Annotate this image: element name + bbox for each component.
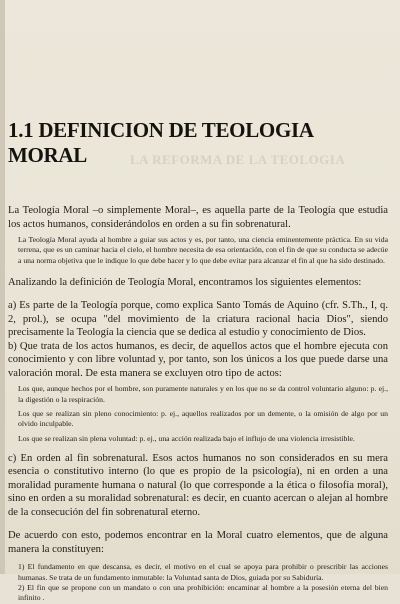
- element-item-2: 2) El fin que se propone con un mandato o con una prohibición: encaminar al hombre a la posesión eterna del bien infinito .: [18, 582, 388, 603]
- element-item-1: 1) El fundamento en que descansa, es decir, el motivo en el cual se apoya para prohibir o prescribir las acciones humanas. Se trata de un fundamento inmutable: la Voluntad santa de Dios, guiada por su Sabiduría.: [18, 562, 388, 582]
- elements-intro-paragraph: De acuerdo con esto, podemos encontrar en la Moral cuatro elementos, que de alguna manera la constituyen:: [8, 530, 388, 555]
- section-number: 1.1: [8, 118, 34, 142]
- point-a-paragraph: a) Es parte de la Teología porque, como explica Santo Tomás de Aquino (cfr. S.Th., I, q. 2, prol.), se ocupa "del movimiento de la criatura racional hacia Dios", siendo precisamente la Teología la ciencia que se dedica al estudio y conocimiento de Dios.: [8, 300, 388, 339]
- section-heading: [8, 118, 388, 168]
- intro-note: La Teología Moral ayuda al hombre a guiar sus actos y es, por tanto, una ciencia eminentemente práctica. En su vida terrena, que es un caminar hacia el cielo, el hombre necesita de esa orientación, con el fin de que su conducta se adecúe a una norma objetiva que le indique lo que debe hacer y lo que debe evitar para alcanzar el fin al que ha sido destinado.: [18, 235, 388, 265]
- page-edge-shadow: [0, 0, 5, 574]
- analysis-paragraph: Analizando la definición de Teología Moral, encontramos los siguientes elementos:: [8, 276, 362, 288]
- bleed-through-text: LA REFORMA DE LA TEOLOGIA: [130, 152, 346, 167]
- page-content: [8, 118, 388, 604]
- intro-paragraph: La Teología Moral –o simplemente Moral–, es aquella parte de la Teología que estudia los actos humanos, considerándolos en orden a su fin sobrenatural.: [8, 205, 388, 230]
- section-title: DEFINICION DE TEOLOGIA MORAL: [8, 118, 313, 167]
- excluded-act-3: Los que se realizan sin plena voluntad: p. ej., una acción realizada bajo el influjo de una violencia irresistible.: [18, 433, 355, 443]
- excluded-act-1: Los que, aunque hechos por el hombre, son puramente naturales y en los que no se da control voluntario alguno: p. ej., la digestión o la respiración.: [18, 384, 388, 404]
- point-c-paragraph: c) En orden al fin sobrenatural. Esos actos humanos no son considerados en su mera esencia o constitutivo interno (lo que es propio de la psicología), ni en orden a una moralidad puramente humana o natural (lo que corresponde a la ética o filosofía moral), sino en orden a su moralidad sobrenatural: es decir, en cuanto acercan o alejan al hombre de la consecución del fin sobrenatural eterno.: [8, 452, 388, 518]
- elements-list: [8, 562, 388, 603]
- point-b-paragraph: b) Que trata de los actos humanos, es decir, de aquellos actos que el hombre ejecuta con conocimiento y con libre voluntad y, por tanto, son los únicos a los que puede darse una valoración moral. De esta manera se excluyen otro tipo de actos:: [8, 340, 388, 379]
- excluded-act-2: Los que se realizan sin pleno conocimiento: p. ej., aquellos realizados por un demente, o la omisión de algo por un olvido inculpable.: [18, 408, 388, 429]
